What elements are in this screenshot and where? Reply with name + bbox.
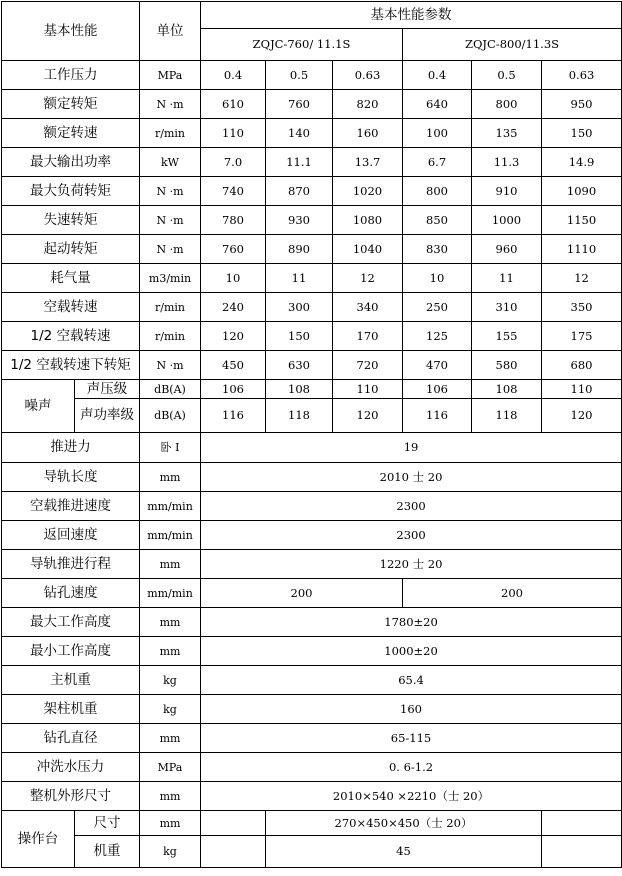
value-cell: 930	[266, 206, 333, 235]
header-property: 基本性能	[2, 2, 140, 61]
value-cell: 13.7	[333, 148, 403, 177]
row-label: 工作压力	[2, 61, 140, 90]
value-cell: 108	[472, 380, 542, 399]
value-cell: 2300	[201, 521, 622, 550]
table-row	[2, 811, 622, 836]
noise-sub-label: 声压级	[75, 380, 140, 399]
row-label: 额定转矩	[2, 90, 140, 119]
table-row	[2, 579, 622, 608]
empty-cell	[542, 811, 622, 836]
value-cell: 14.9	[542, 148, 622, 177]
table-row	[2, 206, 622, 235]
table-row	[2, 492, 622, 521]
row-label: 主机重	[2, 666, 140, 695]
row-unit: N ·m	[140, 206, 201, 235]
table-row	[2, 433, 622, 463]
row-unit: r/min	[140, 119, 201, 148]
value-cell: 2010 士 20	[201, 463, 622, 492]
console-size-value: 270×450×450（士 20）	[266, 811, 542, 836]
row-label: 耗气量	[2, 264, 140, 293]
row-unit: mm	[140, 463, 201, 492]
value-cell: 135	[472, 119, 542, 148]
table-row	[2, 399, 622, 433]
value-cell: 11	[472, 264, 542, 293]
value-cell: 155	[472, 322, 542, 351]
row-label: 推进力	[2, 433, 140, 463]
table-row	[2, 380, 622, 399]
value-cell: 65-115	[201, 724, 622, 753]
row-unit: N ·m	[140, 235, 201, 264]
value-cell: 120	[333, 399, 403, 433]
value-cell: 118	[266, 399, 333, 433]
value-cell: 1780±20	[201, 608, 622, 637]
row-unit: kg	[140, 695, 201, 724]
value-cell: 108	[266, 380, 333, 399]
value-cell: 1080	[333, 206, 403, 235]
empty-cell	[542, 836, 622, 868]
value-cell: 118	[472, 399, 542, 433]
row-unit: mm	[140, 782, 201, 811]
header-unit: 单位	[140, 2, 201, 61]
table-row	[2, 177, 622, 206]
value-cell: 800	[403, 177, 472, 206]
table-row	[2, 119, 622, 148]
table-row	[2, 836, 622, 868]
header-model-b: ZQJC-800/11.3S	[403, 29, 622, 61]
value-cell: 175	[542, 322, 622, 351]
table-row	[2, 235, 622, 264]
value-cell: 125	[403, 322, 472, 351]
value-cell: 0.63	[542, 61, 622, 90]
row-unit: mm/min	[140, 492, 201, 521]
value-cell: 2300	[201, 492, 622, 521]
value-cell: 0. 6-1.2	[201, 753, 622, 782]
row-unit: kW	[140, 148, 201, 177]
row-unit: m3/min	[140, 264, 201, 293]
value-cell: 780	[201, 206, 266, 235]
value-cell: 850	[403, 206, 472, 235]
value-cell: 11.1	[266, 148, 333, 177]
value-cell: 800	[472, 90, 542, 119]
table-row	[2, 521, 622, 550]
value-cell: 150	[266, 322, 333, 351]
console-size-label: 尺寸	[75, 811, 140, 836]
value-cell: 890	[266, 235, 333, 264]
row-unit: mm	[140, 550, 201, 579]
value-cell: 350	[542, 293, 622, 322]
row-unit: dB(A)	[140, 399, 201, 433]
value-cell: 820	[333, 90, 403, 119]
row-label: 最大工作高度	[2, 608, 140, 637]
row-label: 空载转速	[2, 293, 140, 322]
value-cell: 140	[266, 119, 333, 148]
value-cell: 12	[542, 264, 622, 293]
row-unit: r/min	[140, 293, 201, 322]
row-unit: 卧 I	[140, 433, 201, 463]
value-cell: 110	[333, 380, 403, 399]
value-cell: 160	[201, 695, 622, 724]
value-cell: 580	[472, 351, 542, 380]
row-unit: kg	[140, 666, 201, 695]
table-row	[2, 637, 622, 666]
value-cell: 1040	[333, 235, 403, 264]
row-label: 最大输出功率	[2, 148, 140, 177]
value-cell: 630	[266, 351, 333, 380]
value-cell: 1150	[542, 206, 622, 235]
value-cell: 65.4	[201, 666, 622, 695]
row-unit: N ·m	[140, 90, 201, 119]
table-row	[2, 782, 622, 811]
value-cell: 2010×540 ×2210（士 20）	[201, 782, 622, 811]
row-unit: MPa	[140, 61, 201, 90]
console-weight-value: 45	[266, 836, 542, 868]
row-unit: mm	[140, 608, 201, 637]
empty-cell	[201, 836, 266, 868]
row-unit: N ·m	[140, 351, 201, 380]
row-label: 整机外形尺寸	[2, 782, 140, 811]
value-cell: 106	[201, 380, 266, 399]
value-cell: 1090	[542, 177, 622, 206]
value-cell: 0.5	[472, 61, 542, 90]
value-cell: 830	[403, 235, 472, 264]
noise-label: 噪声	[2, 380, 75, 433]
value-cell: 170	[333, 322, 403, 351]
table-row	[2, 666, 622, 695]
value-cell: 0.5	[266, 61, 333, 90]
value-cell: 7.0	[201, 148, 266, 177]
value-cell: 310	[472, 293, 542, 322]
value-cell: 120	[201, 322, 266, 351]
spec-table	[1, 1, 622, 868]
table-row	[2, 753, 622, 782]
row-label: 失速转矩	[2, 206, 140, 235]
value-cell: 340	[333, 293, 403, 322]
value-cell: 12	[333, 264, 403, 293]
value-cell: 200	[201, 579, 403, 608]
row-label: 导轨长度	[2, 463, 140, 492]
row-label: 起动转矩	[2, 235, 140, 264]
value-cell: 240	[201, 293, 266, 322]
empty-cell	[201, 811, 266, 836]
table-row	[2, 90, 622, 119]
value-cell: 200	[403, 579, 622, 608]
table-row	[2, 695, 622, 724]
row-unit: N ·m	[140, 177, 201, 206]
row-unit: mm	[140, 637, 201, 666]
value-cell: 760	[201, 235, 266, 264]
value-cell: 760	[266, 90, 333, 119]
table-row	[2, 148, 622, 177]
table-row	[2, 724, 622, 753]
value-cell: 0.4	[201, 61, 266, 90]
row-unit: MPa	[140, 753, 201, 782]
value-cell: 740	[201, 177, 266, 206]
row-label: 钻孔直径	[2, 724, 140, 753]
value-cell: 0.4	[403, 61, 472, 90]
console-label: 操作台	[2, 811, 75, 868]
row-unit: mm/min	[140, 579, 201, 608]
value-cell: 1110	[542, 235, 622, 264]
row-unit: r/min	[140, 322, 201, 351]
value-cell: 11	[266, 264, 333, 293]
value-cell: 720	[333, 351, 403, 380]
value-cell: 6.7	[403, 148, 472, 177]
row-unit: mm/min	[140, 521, 201, 550]
value-cell: 106	[403, 380, 472, 399]
value-cell: 470	[403, 351, 472, 380]
table-row	[2, 264, 622, 293]
value-cell: 450	[201, 351, 266, 380]
value-cell: 0.63	[333, 61, 403, 90]
value-cell: 10	[403, 264, 472, 293]
row-label: 1/2 空载转速	[2, 322, 140, 351]
value-cell: 11.3	[472, 148, 542, 177]
value-cell: 1020	[333, 177, 403, 206]
value-cell: 116	[403, 399, 472, 433]
row-unit: mm	[140, 724, 201, 753]
row-label: 最小工作高度	[2, 637, 140, 666]
table-row	[2, 61, 622, 90]
row-label: 钻孔速度	[2, 579, 140, 608]
value-cell: 950	[542, 90, 622, 119]
header-params: 基本性能参数	[201, 2, 622, 29]
value-cell: 150	[542, 119, 622, 148]
value-cell: 300	[266, 293, 333, 322]
value-cell: 1220 士 20	[201, 550, 622, 579]
value-cell: 10	[201, 264, 266, 293]
row-label: 架柱机重	[2, 695, 140, 724]
value-cell: 610	[201, 90, 266, 119]
row-label: 返回速度	[2, 521, 140, 550]
value-cell: 120	[542, 399, 622, 433]
value-cell: 870	[266, 177, 333, 206]
table-row	[2, 293, 622, 322]
value-cell: 19	[201, 433, 622, 463]
value-cell: 250	[403, 293, 472, 322]
value-cell: 100	[403, 119, 472, 148]
value-cell: 910	[472, 177, 542, 206]
header-model-a: ZQJC-760/ 11.1S	[201, 29, 403, 61]
table-row	[2, 322, 622, 351]
value-cell: 680	[542, 351, 622, 380]
value-cell: 640	[403, 90, 472, 119]
row-unit: kg	[140, 836, 201, 868]
value-cell: 1000±20	[201, 637, 622, 666]
row-label: 最大负荷转矩	[2, 177, 140, 206]
value-cell: 116	[201, 399, 266, 433]
row-label: 冲洗水压力	[2, 753, 140, 782]
table-row	[2, 550, 622, 579]
value-cell: 960	[472, 235, 542, 264]
table-row	[2, 351, 622, 380]
row-label: 空载推进速度	[2, 492, 140, 521]
row-label: 1/2 空载转速下转矩	[2, 351, 140, 380]
noise-sub-label: 声功率级	[75, 399, 140, 433]
row-label: 额定转速	[2, 119, 140, 148]
value-cell: 160	[333, 119, 403, 148]
value-cell: 110	[542, 380, 622, 399]
value-cell: 1000	[472, 206, 542, 235]
row-label: 导轨推进行程	[2, 550, 140, 579]
table-row	[2, 463, 622, 492]
console-weight-label: 机重	[75, 836, 140, 868]
value-cell: 110	[201, 119, 266, 148]
row-unit: dB(A)	[140, 380, 201, 399]
table-row	[2, 608, 622, 637]
row-unit: mm	[140, 811, 201, 836]
